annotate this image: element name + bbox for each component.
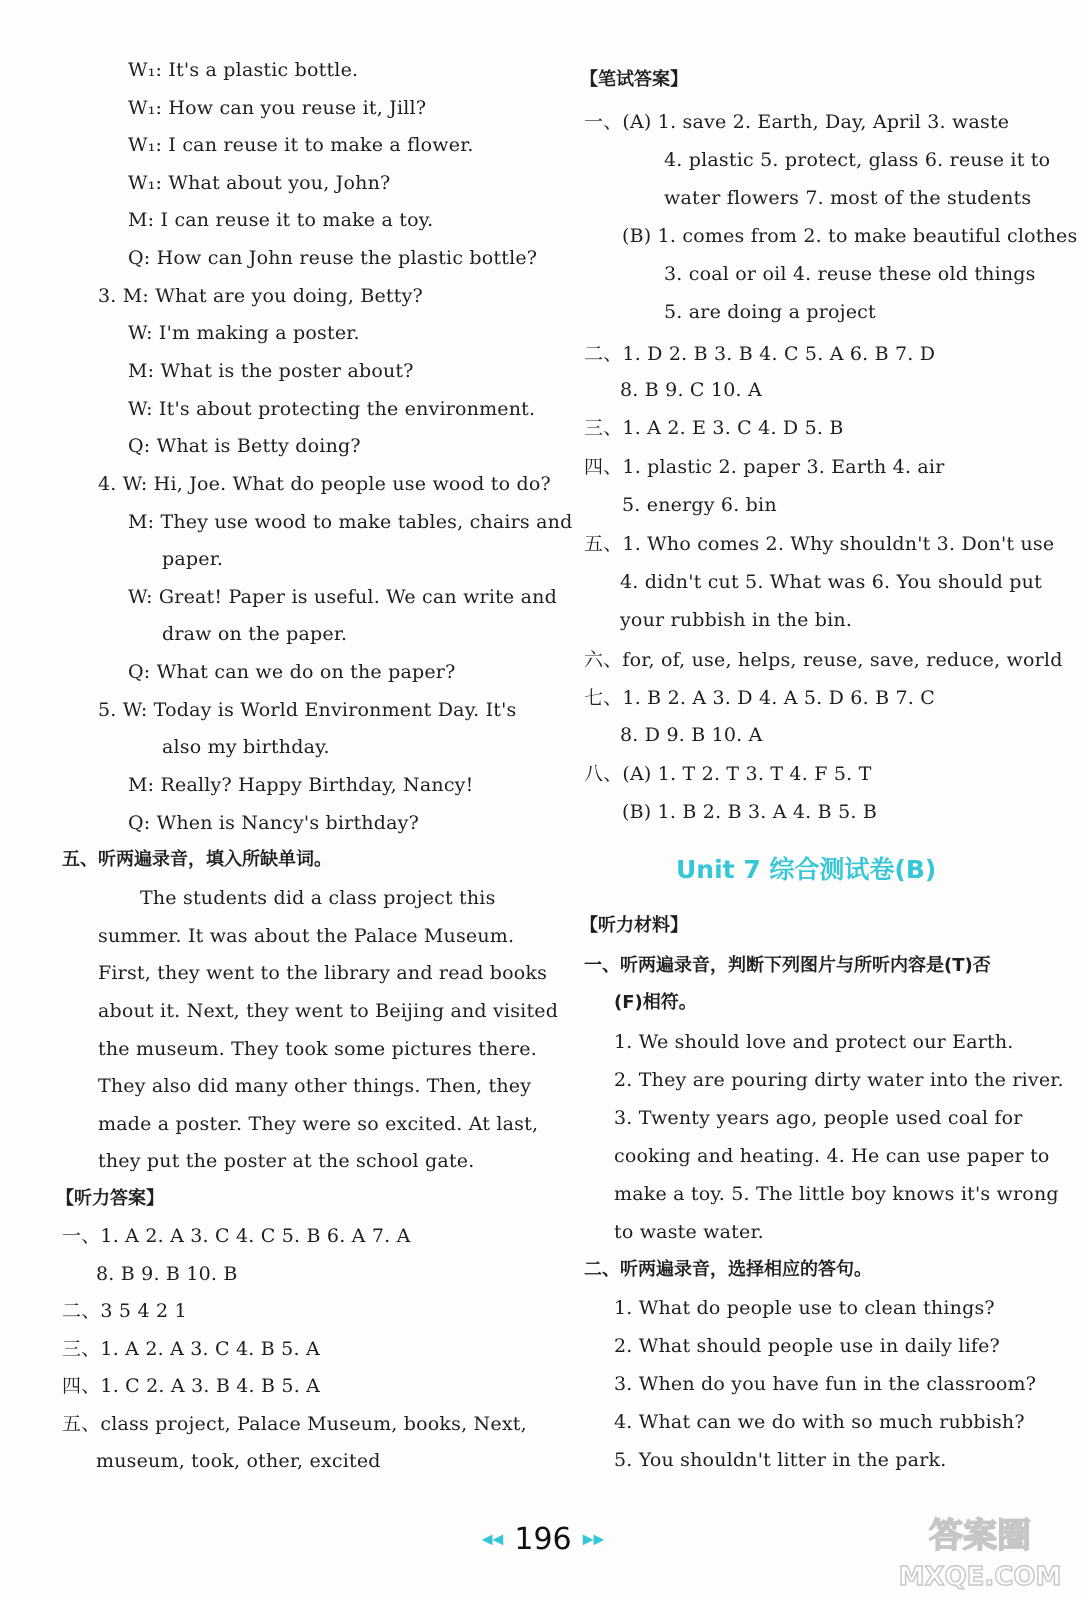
section-heading: 二、听两遍录音，选择相应的答句。 xyxy=(584,1259,872,1280)
answer-line: 8. B 9. B 10. B xyxy=(96,1263,238,1285)
prev-arrows-icon: ◀◀ xyxy=(481,1531,504,1548)
dialog-line: W₁: It's a plastic bottle. xyxy=(128,59,359,81)
answer-line: 二、3 5 4 2 1 xyxy=(62,1300,187,1322)
dialog-line: W: Great! Paper is useful. We can write and xyxy=(128,586,557,608)
written-line: (B) 1. B 2. B 3. A 4. B 5. B xyxy=(622,801,877,823)
dialog-line: M: They use wood to make tables, chairs and xyxy=(128,511,573,533)
watermark-icon xyxy=(880,1505,1080,1595)
written-line: 4. didn't cut 5. What was 6. You should put xyxy=(620,571,1042,593)
passage-line: First, they went to the library and read books xyxy=(98,962,548,984)
section-heading: (F)相符。 xyxy=(614,992,697,1013)
dialog-line: 4. W: Hi, Joe. What do people use wood to do? xyxy=(98,473,551,495)
dialog-line: paper. xyxy=(162,548,224,570)
sentence-line: 3. Twenty years ago, people used coal for xyxy=(614,1107,1023,1129)
written-line: 二、1. D 2. B 3. B 4. C 5. A 6. B 7. D xyxy=(584,343,936,365)
dialog-line: draw on the paper. xyxy=(162,623,348,645)
sentence-line: 2. They are pouring dirty water into the river. xyxy=(614,1069,1064,1091)
answer-line: 一、1. A 2. A 3. C 4. C 5. B 6. A 7. A xyxy=(62,1225,411,1247)
sentence-line: make a toy. 5. The little boy knows it's wrong xyxy=(614,1183,1059,1205)
page-number: 196 xyxy=(514,1522,572,1557)
written-answers-heading: 【笔试答案】 xyxy=(580,69,688,90)
dialog-line: M: Really? Happy Birthday, Nancy! xyxy=(128,774,474,796)
sentence-line: cooking and heating. 4. He can use paper to xyxy=(614,1145,1050,1167)
sentence-line: 3. When do you have fun in the classroom? xyxy=(614,1373,1037,1395)
dialog-line: Q: How can John reuse the plastic bottle? xyxy=(128,247,538,269)
answer-line: 五、class project, Palace Museum, books, Next, xyxy=(62,1413,527,1435)
dialog-line: Q: When is Nancy's birthday? xyxy=(128,812,419,834)
watermark-logo xyxy=(880,1505,1080,1595)
section-heading: 五、听两遍录音，填入所缺单词。 xyxy=(62,849,332,870)
written-line: your rubbish in the bin. xyxy=(620,609,853,631)
sentence-line: 5. You shouldn't litter in the park. xyxy=(614,1449,947,1471)
dialog-line: M: What is the poster about? xyxy=(128,360,414,382)
written-line: 4. plastic 5. protect, glass 6. reuse it to xyxy=(664,149,1051,171)
written-line: 5. are doing a project xyxy=(664,301,876,323)
sentence-line: 1. We should love and protect our Earth. xyxy=(614,1031,1014,1053)
written-line: 七、1. B 2. A 3. D 4. A 5. D 6. B 7. C xyxy=(584,687,935,709)
dialog-line: 3. M: What are you doing, Betty? xyxy=(98,285,423,307)
dialog-line: W: I'm making a poster. xyxy=(128,322,360,344)
answer-line: museum, took, other, excited xyxy=(96,1450,381,1472)
passage-line: the museum. They took some pictures there. xyxy=(98,1038,537,1060)
written-line: 五、1. Who comes 2. Why shouldn't 3. Don't use xyxy=(584,533,1055,555)
passage-line: they put the poster at the school gate. xyxy=(98,1150,475,1172)
section-heading: 一、听两遍录音，判断下列图片与所听内容是(T)否 xyxy=(584,955,991,976)
sentence-line: 4. What can we do with so much rubbish? xyxy=(614,1411,1025,1433)
next-arrows-icon: ▶▶ xyxy=(582,1531,605,1548)
written-line: 一、(A) 1. save 2. Earth, Day, April 3. waste xyxy=(584,111,1010,133)
dialog-line: W₁: How can you reuse it, Jill? xyxy=(128,97,427,119)
passage-line: made a poster. They were so excited. At last, xyxy=(98,1113,539,1135)
listening-material-heading: 【听力材料】 xyxy=(580,915,688,936)
written-line: 六、for, of, use, helps, reuse, save, reduce, world xyxy=(584,649,1063,671)
dialog-line: W₁: What about you, John? xyxy=(128,172,391,194)
listening-answers-heading: 【听力答案】 xyxy=(56,1188,164,1209)
sentence-line: 1. What do people use to clean things? xyxy=(614,1297,995,1319)
written-line: 四、1. plastic 2. paper 3. Earth 4. air xyxy=(584,456,945,478)
dialog-line: 5. W: Today is World Environment Day. It's xyxy=(98,699,517,721)
dialog-line: Q: What is Betty doing? xyxy=(128,435,361,457)
passage-line: The students did a class project this xyxy=(140,887,496,909)
written-line: 3. coal or oil 4. reuse these old things xyxy=(664,263,1036,285)
watermark-text-url: MXQE.COM xyxy=(898,1562,1062,1592)
passage-line: summer. It was about the Palace Museum. xyxy=(98,925,515,947)
dialog-line: M: I can reuse it to make a toy. xyxy=(128,209,434,231)
written-line: (B) 1. comes from 2. to make beautiful clothes xyxy=(622,225,1078,247)
unit-title: Unit 7 综合测试卷(B) xyxy=(676,855,937,884)
written-line: 八、(A) 1. T 2. T 3. T 4. F 5. T xyxy=(584,763,872,785)
written-line: 8. D 9. B 10. A xyxy=(620,724,763,746)
passage-line: about it. Next, they went to Beijing and visited xyxy=(98,1000,559,1022)
answer-line: 三、1. A 2. A 3. C 4. B 5. A xyxy=(62,1338,320,1360)
watermark-text-cn: 答案圈 xyxy=(929,1516,1031,1556)
written-line: 三、1. A 2. E 3. C 4. D 5. B xyxy=(584,417,844,439)
written-line: 5. energy 6. bin xyxy=(622,494,777,516)
written-line: water flowers 7. most of the students xyxy=(664,187,1032,209)
dialog-line: also my birthday. xyxy=(162,736,330,758)
sentence-line: 2. What should people use in daily life? xyxy=(614,1335,1000,1357)
answer-line: 四、1. C 2. A 3. B 4. B 5. A xyxy=(62,1375,321,1397)
sentence-line: to waste water. xyxy=(614,1221,764,1243)
written-line: 8. B 9. C 10. A xyxy=(620,379,762,401)
dialog-line: Q: What can we do on the paper? xyxy=(128,661,456,683)
passage-line: They also did many other things. Then, they xyxy=(98,1075,532,1097)
dialog-line: W₁: I can reuse it to make a flower. xyxy=(128,134,474,156)
dialog-line: W: It's about protecting the environment. xyxy=(128,398,536,420)
